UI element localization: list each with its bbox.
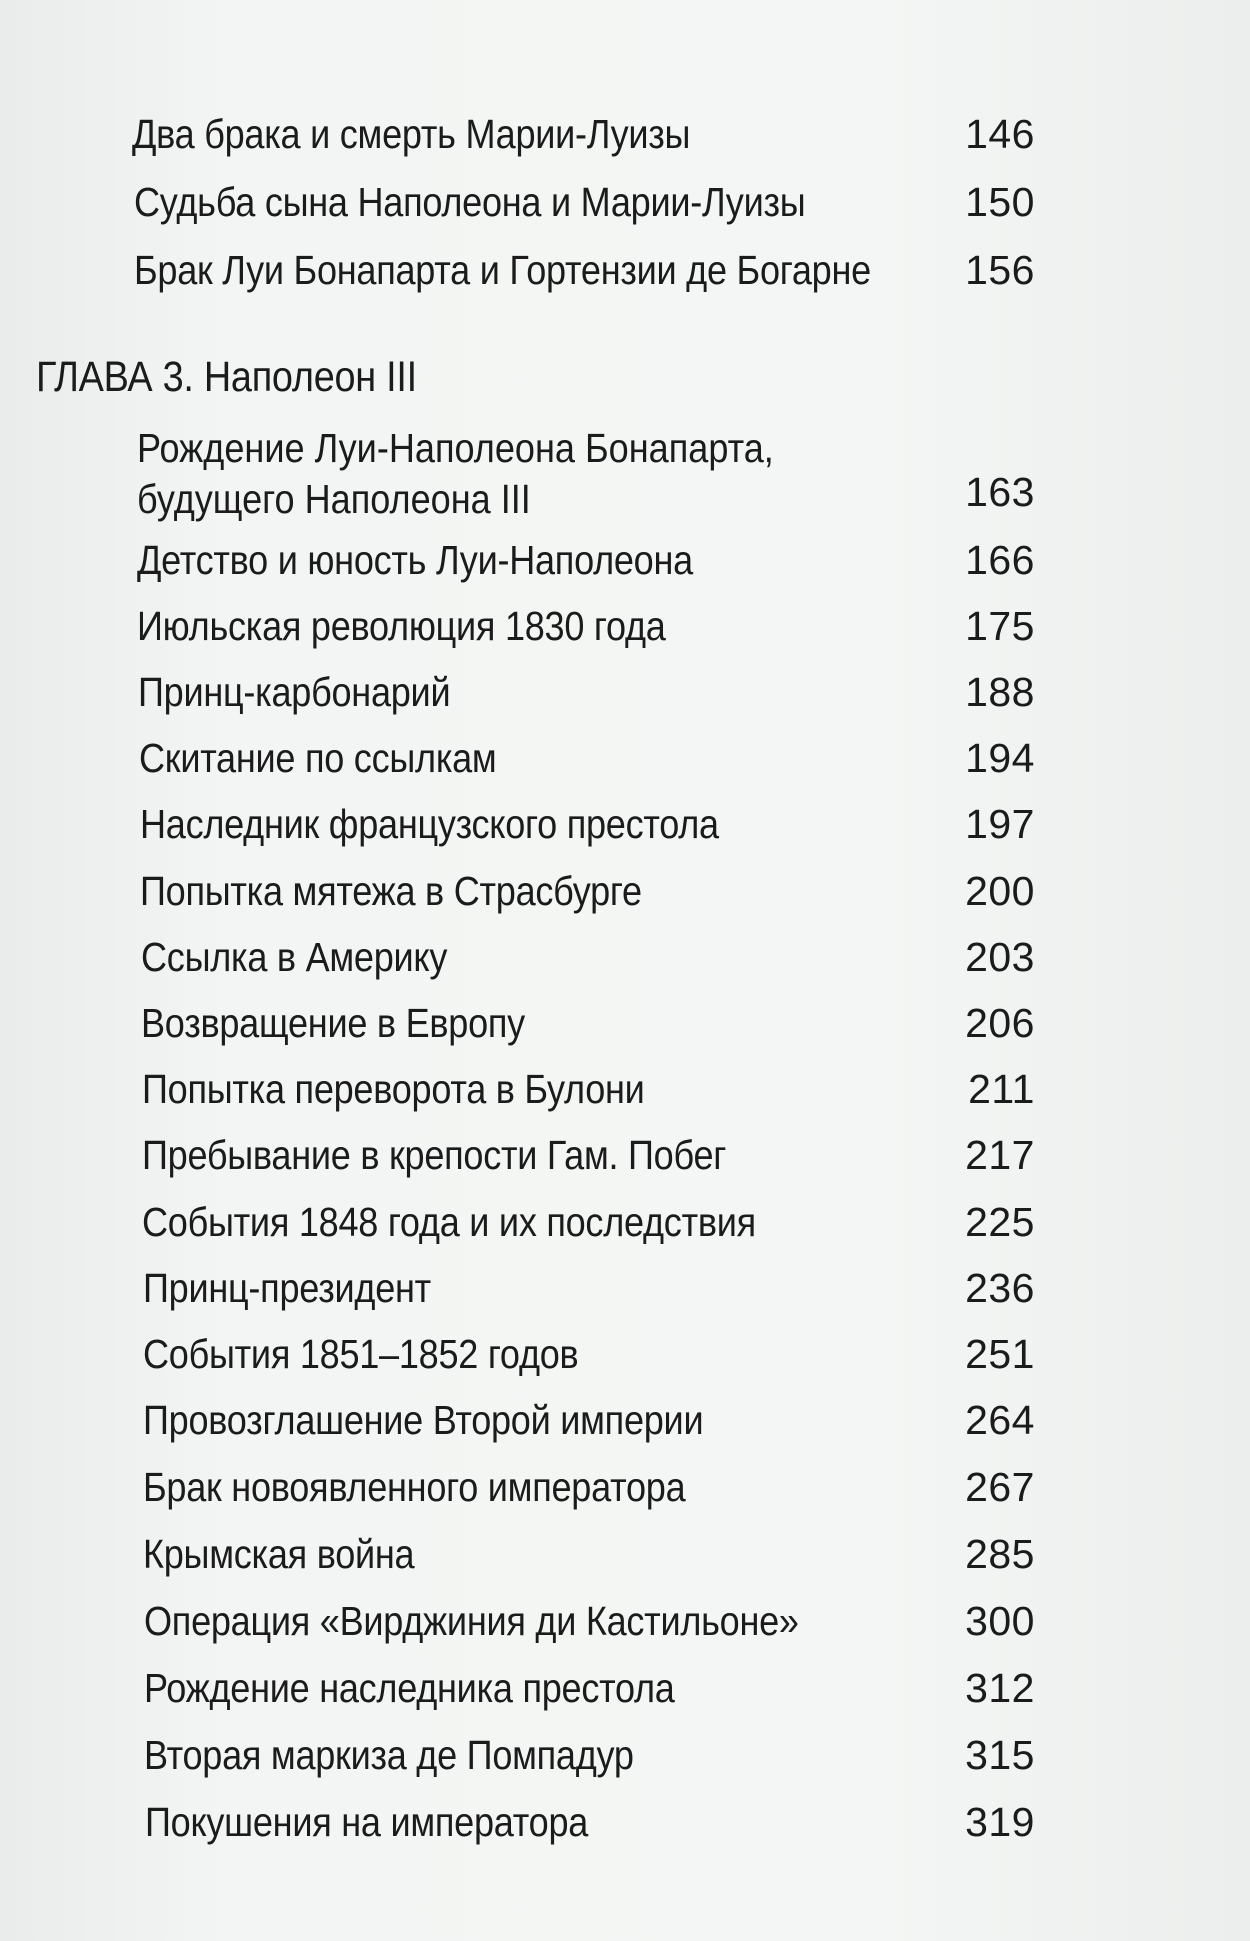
toc-entry-page: 225 xyxy=(965,1199,1035,1245)
toc-entry xyxy=(0,1597,1250,1667)
toc-entry-page: 150 xyxy=(965,179,1035,225)
toc-entry-title: Попытка переворота в Булони xyxy=(142,1066,645,1112)
toc-entry xyxy=(0,1198,1250,1268)
toc-entry-title: Пребывание в крепости Гам. Побег xyxy=(142,1132,727,1178)
toc-entry-page: 146 xyxy=(965,111,1035,157)
toc-entry xyxy=(0,1664,1250,1734)
toc-entry-page: 217 xyxy=(965,1132,1035,1178)
toc-entry xyxy=(0,536,1250,606)
toc-entry xyxy=(0,1065,1250,1135)
toc-entry xyxy=(0,999,1250,1069)
toc-entry-title: События 1851–1852 годов xyxy=(143,1331,579,1377)
toc-entry-title: Июльская революция 1830 года xyxy=(137,603,666,649)
toc-entry xyxy=(0,1330,1250,1400)
toc-entry-title: Провозглашение Второй империи xyxy=(143,1397,704,1443)
toc-entry-title: Наследник французского престола xyxy=(140,801,719,847)
toc-entry-title: Возвращение в Европу xyxy=(141,1000,525,1046)
toc-entry xyxy=(0,1131,1250,1201)
toc-entry xyxy=(0,178,1250,248)
toc-entry-page: 188 xyxy=(965,669,1035,715)
toc-entry-title: Крымская война xyxy=(143,1531,415,1577)
toc-entry xyxy=(0,246,1250,316)
toc-entry xyxy=(0,1798,1250,1868)
toc-entry-title: Два брака и смерть Марии-Луизы xyxy=(132,111,691,157)
toc-entry-page: 300 xyxy=(965,1598,1035,1644)
toc-entry-title-line-2: будущего Наполеона III xyxy=(137,476,531,522)
toc-entry-title: Скитание по ссылкам xyxy=(139,735,497,781)
toc-entry-title: Судьба сына Наполеона и Марии-Луизы xyxy=(134,179,806,225)
toc-entry-page: 312 xyxy=(965,1665,1035,1711)
toc-entry-title: Детство и юность Луи-Наполеона xyxy=(137,537,693,583)
toc-entry xyxy=(0,933,1250,1003)
toc-entry-page: 200 xyxy=(965,868,1035,914)
toc-entry-page: 156 xyxy=(965,247,1035,293)
toc-entry-title: Брак новоявленного императора xyxy=(143,1464,686,1510)
toc-entry-page: 236 xyxy=(965,1265,1035,1311)
toc-entry-page: 285 xyxy=(965,1531,1035,1577)
toc-entry-title: Рождение наследника престола xyxy=(144,1665,675,1711)
toc-entry-title: Попытка мятежа в Страсбурге xyxy=(140,868,642,914)
toc-entry-page: 197 xyxy=(965,801,1035,847)
toc-entry-page: 319 xyxy=(965,1799,1035,1845)
toc-entry xyxy=(0,602,1250,672)
toc-entry-page: 175 xyxy=(965,603,1035,649)
toc-entry xyxy=(0,1463,1250,1533)
toc-entry-page: 166 xyxy=(965,537,1035,583)
toc-entry-page: 163 xyxy=(965,469,1035,515)
toc-entry xyxy=(0,1731,1250,1801)
toc-entry xyxy=(0,110,1250,180)
toc-entry-title: Ссылка в Америку xyxy=(141,934,448,980)
toc-entry-title: Покушения на императора xyxy=(145,1799,589,1845)
toc-entry xyxy=(0,1396,1250,1466)
toc-entry xyxy=(0,734,1250,804)
toc-entry-title: Вторая маркиза де Помпадур xyxy=(144,1732,634,1778)
toc-entry-page: 194 xyxy=(965,735,1035,781)
toc-entry-title: Принц-карбонарий xyxy=(138,669,451,715)
toc-entry xyxy=(0,800,1250,870)
toc-entry-title: Принц-президент xyxy=(143,1265,431,1311)
toc-entry-page: 203 xyxy=(965,934,1035,980)
toc-entry xyxy=(0,1530,1250,1600)
toc-entry-page: 264 xyxy=(965,1397,1035,1443)
toc-entry-title: Брак Луи Бонапарта и Гортензии де Богарне xyxy=(134,247,871,293)
toc-entry xyxy=(0,1264,1250,1334)
toc-entry-page: 211 xyxy=(968,1066,1035,1112)
toc-entry-title: Операция «Вирджиния ди Кастильоне» xyxy=(144,1598,799,1644)
toc-entry-page: 206 xyxy=(965,1000,1035,1046)
toc-entry-page: 315 xyxy=(965,1732,1035,1778)
toc-entry-page: 267 xyxy=(965,1464,1035,1510)
chapter-heading: ГЛАВА 3. Наполеон III xyxy=(36,353,417,401)
toc-entry-title: События 1848 года и их последствия xyxy=(142,1199,756,1245)
toc-entry-title-line-1: Рождение Луи-Наполеона Бонапарта, xyxy=(137,425,774,471)
toc-entry xyxy=(0,867,1250,937)
toc-entry xyxy=(0,668,1250,738)
toc-entry-page: 251 xyxy=(965,1331,1035,1377)
